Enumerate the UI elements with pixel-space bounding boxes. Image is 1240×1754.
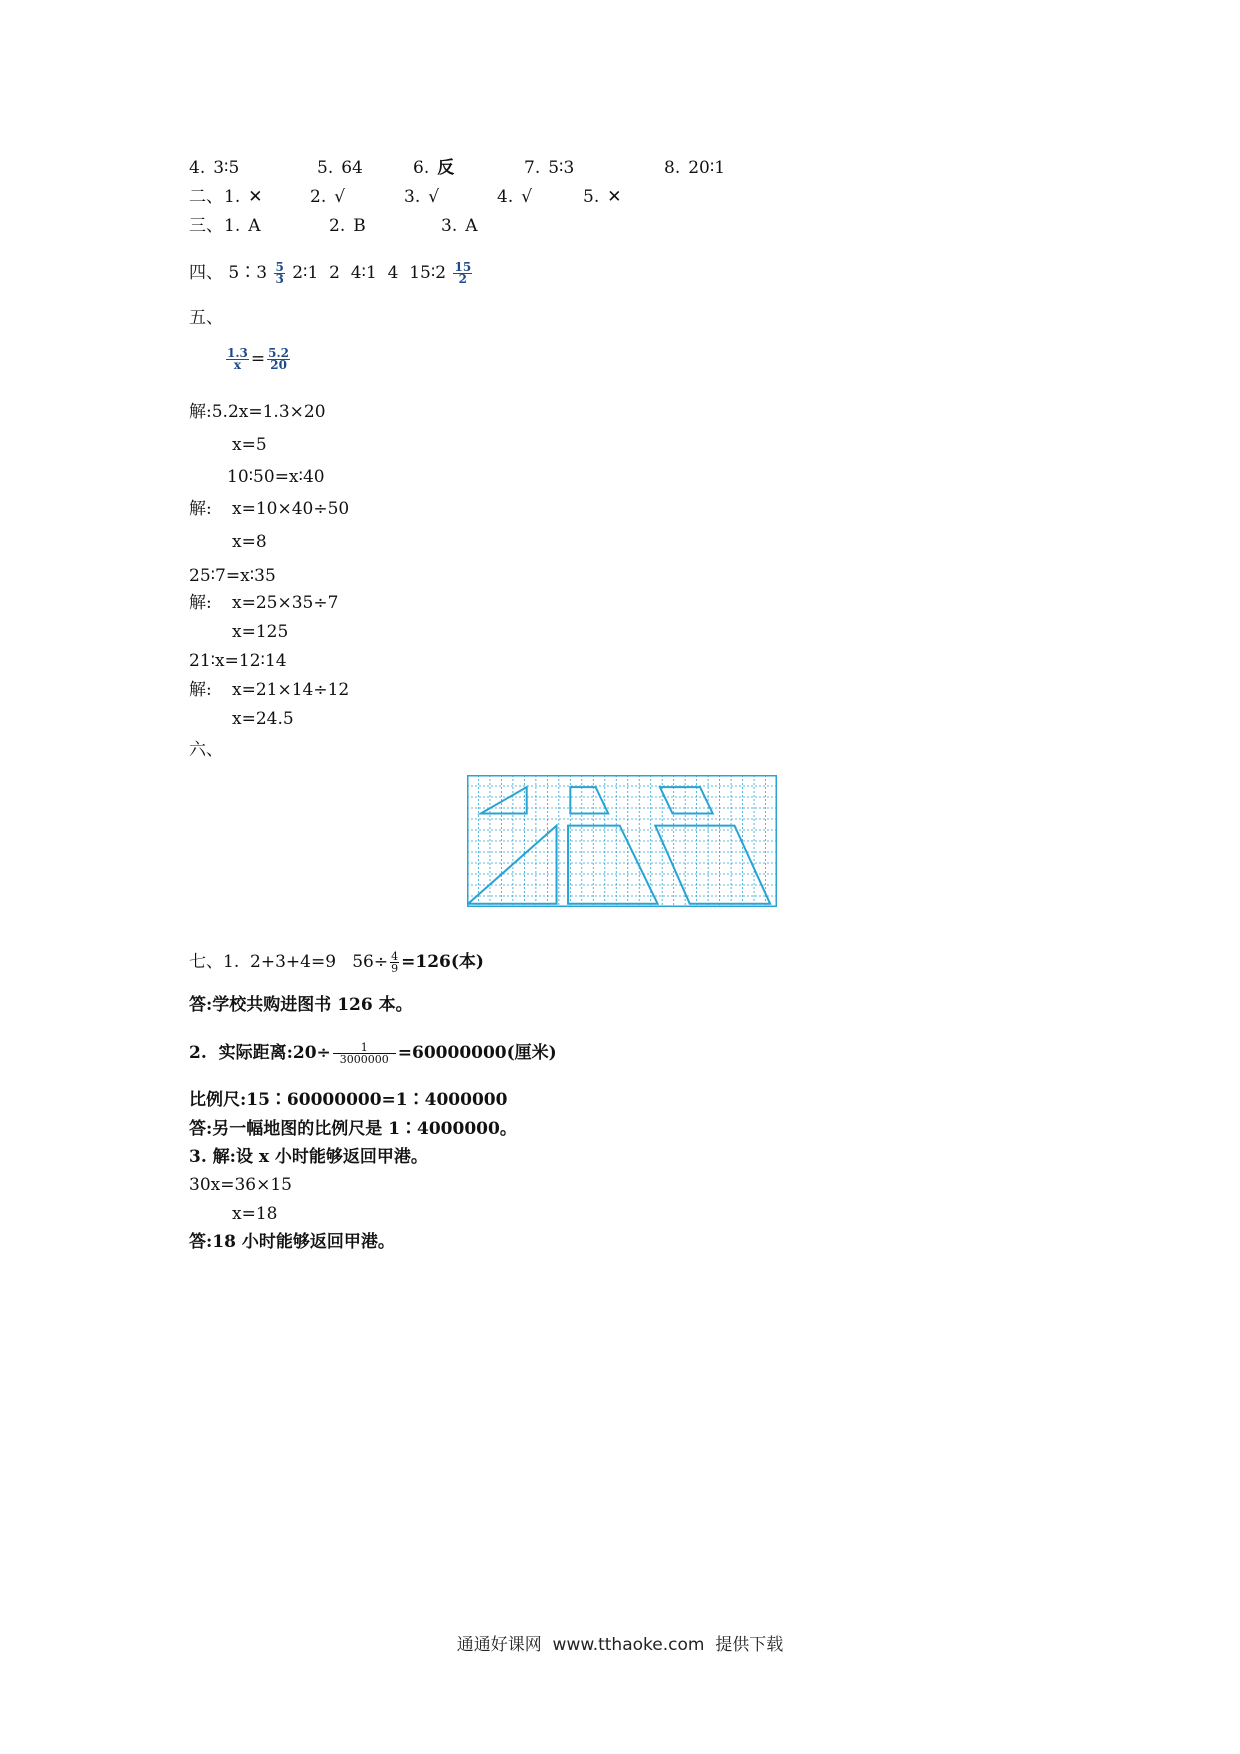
q1-answer: 答:学校共购进图书 126 本。 <box>189 995 413 1015</box>
q2-fraction <box>333 1042 396 1065</box>
item-number: 3. <box>404 187 421 207</box>
section-4-ratio-rest: 2∶1 2 4∶1 4 15∶2 <box>292 263 447 283</box>
fraction-numerator: 5.2 <box>268 346 290 360</box>
q3-line-1: 3. 解:设 x 小时能够返回甲港。 <box>189 1147 428 1167</box>
item-number: 7. <box>524 158 541 178</box>
q2-calc-end: =60000000(厘米) <box>397 1043 557 1063</box>
solution-line-9: 21∶x=12∶14 <box>189 651 287 671</box>
q3-answer: 答:18 小时能够返回甲港。 <box>189 1232 395 1252</box>
item-number: 4. <box>497 187 514 207</box>
fraction-numerator: 15 <box>454 260 472 274</box>
item-answer: A <box>465 216 478 236</box>
page-footer: 通通好课网 www.tthaoke.com 提供下载 <box>456 1635 784 1655</box>
item-answer: 64 <box>341 158 363 178</box>
sec1-item-4 <box>524 157 574 179</box>
sec2-item-3 <box>404 186 439 208</box>
item-answer: √ <box>334 187 346 207</box>
item-answer: ✕ <box>248 187 263 207</box>
sec3-item-2 <box>329 215 366 237</box>
fraction-denominator: 3 <box>275 272 284 286</box>
proportion-equals: = <box>250 349 266 369</box>
section-6-heading: 六、 <box>189 740 223 760</box>
section-7-q1-line <box>189 951 484 974</box>
item-number: 1. <box>224 216 241 236</box>
section-4-fraction-1 <box>274 262 284 285</box>
small-triangle <box>481 787 527 813</box>
item-number: 5. <box>583 187 600 207</box>
section-4-heading: 四、 <box>189 263 223 283</box>
solution-line-1: 解:5.2x=1.3×20 <box>189 402 326 422</box>
section-4-fraction-2 <box>453 262 472 285</box>
solution-line-7: x=25×35÷7 <box>232 593 339 613</box>
solution-line-2: x=5 <box>232 435 267 455</box>
item-number: 3. <box>441 216 458 236</box>
item-answer: 3∶5 <box>213 158 240 178</box>
solution-line-4: x=10×40÷50 <box>232 499 350 519</box>
fraction-numerator: 5 <box>275 260 284 274</box>
item-number: 2. <box>329 216 346 236</box>
section-2-heading: 二、 <box>189 187 223 207</box>
item-answer: 反 <box>437 158 455 178</box>
sec1-item-2 <box>317 157 363 179</box>
large-triangle <box>468 826 556 904</box>
q1-calc-start: 1. 2+3+4=9 56÷ <box>223 952 389 972</box>
sec2-item-2 <box>310 186 345 208</box>
sec2-item-5 <box>583 186 621 208</box>
item-number: 8. <box>664 158 681 178</box>
item-number: 6. <box>413 158 430 178</box>
q3-line-2: 30x=36×15 <box>189 1175 292 1195</box>
fraction-denominator: 3000000 <box>339 1053 389 1066</box>
item-answer: √ <box>428 187 440 207</box>
solution-line-8: x=125 <box>232 622 289 642</box>
section-7-heading: 七、 <box>189 952 223 972</box>
section-5-heading: 五、 <box>189 308 223 328</box>
item-number: 2. <box>310 187 327 207</box>
item-number: 4. <box>189 158 206 178</box>
small-parallelogram <box>660 787 713 813</box>
item-answer: B <box>353 216 366 236</box>
item-number: 1. <box>224 187 241 207</box>
fraction-denominator: 9 <box>391 962 399 975</box>
fraction-numerator: 4 <box>391 950 399 963</box>
q2-calc-start: 2. 实际距离:20÷ <box>189 1043 331 1063</box>
shape-grid-svg <box>467 775 777 907</box>
sec2-item-1 <box>224 186 262 208</box>
section-5-proportion <box>224 348 292 371</box>
q1-calc-end: =126(本) <box>401 952 484 972</box>
fraction-denominator: 2 <box>458 272 468 286</box>
q2-line-2: 比例尺:15∶60000000=1∶4000000 <box>189 1090 508 1110</box>
sec3-item-1 <box>224 215 261 237</box>
solution-line-3: 10∶50=x∶40 <box>227 467 325 487</box>
sec1-item-5 <box>664 157 725 179</box>
fraction-denominator: 20 <box>270 358 287 372</box>
item-answer: 20∶1 <box>688 158 726 178</box>
sec1-item-3 <box>413 157 454 179</box>
section-4-ratio-1: 5∶3 <box>228 263 268 283</box>
item-answer: ✕ <box>607 187 622 207</box>
item-number: 5. <box>317 158 334 178</box>
solution-line-10: x=21×14÷12 <box>232 680 350 700</box>
item-answer: √ <box>521 187 533 207</box>
q2-line-1 <box>189 1042 557 1065</box>
sec2-item-4 <box>497 186 532 208</box>
shape-grid-figure <box>467 775 777 912</box>
item-answer: 5∶3 <box>548 158 575 178</box>
fraction-numerator: 1 <box>333 1042 396 1054</box>
small-trapezoid <box>570 787 608 813</box>
fraction-denominator: x <box>233 358 242 372</box>
section-3-heading: 三、 <box>189 216 223 236</box>
solution-label-10: 解: <box>189 680 212 700</box>
solution-line-5: x=8 <box>232 532 267 552</box>
solution-line-11: x=24.5 <box>232 709 294 729</box>
proportion-right-fraction <box>267 348 290 371</box>
item-answer: A <box>248 216 261 236</box>
solution-label-4: 解: <box>189 499 212 519</box>
sec3-item-3 <box>441 215 478 237</box>
q2-answer: 答:另一幅地图的比例尺是 1∶4000000。 <box>189 1119 517 1139</box>
section-4-line <box>189 262 474 285</box>
large-parallelogram <box>655 826 770 904</box>
proportion-left-fraction <box>226 348 249 371</box>
q3-line-3: x=18 <box>232 1204 278 1224</box>
sec1-item-1 <box>189 157 239 179</box>
q1-fraction <box>390 951 399 974</box>
solution-line-6: 25∶7=x∶35 <box>189 566 276 586</box>
fraction-numerator: 1.3 <box>227 346 248 360</box>
solution-label-7: 解: <box>189 593 212 613</box>
